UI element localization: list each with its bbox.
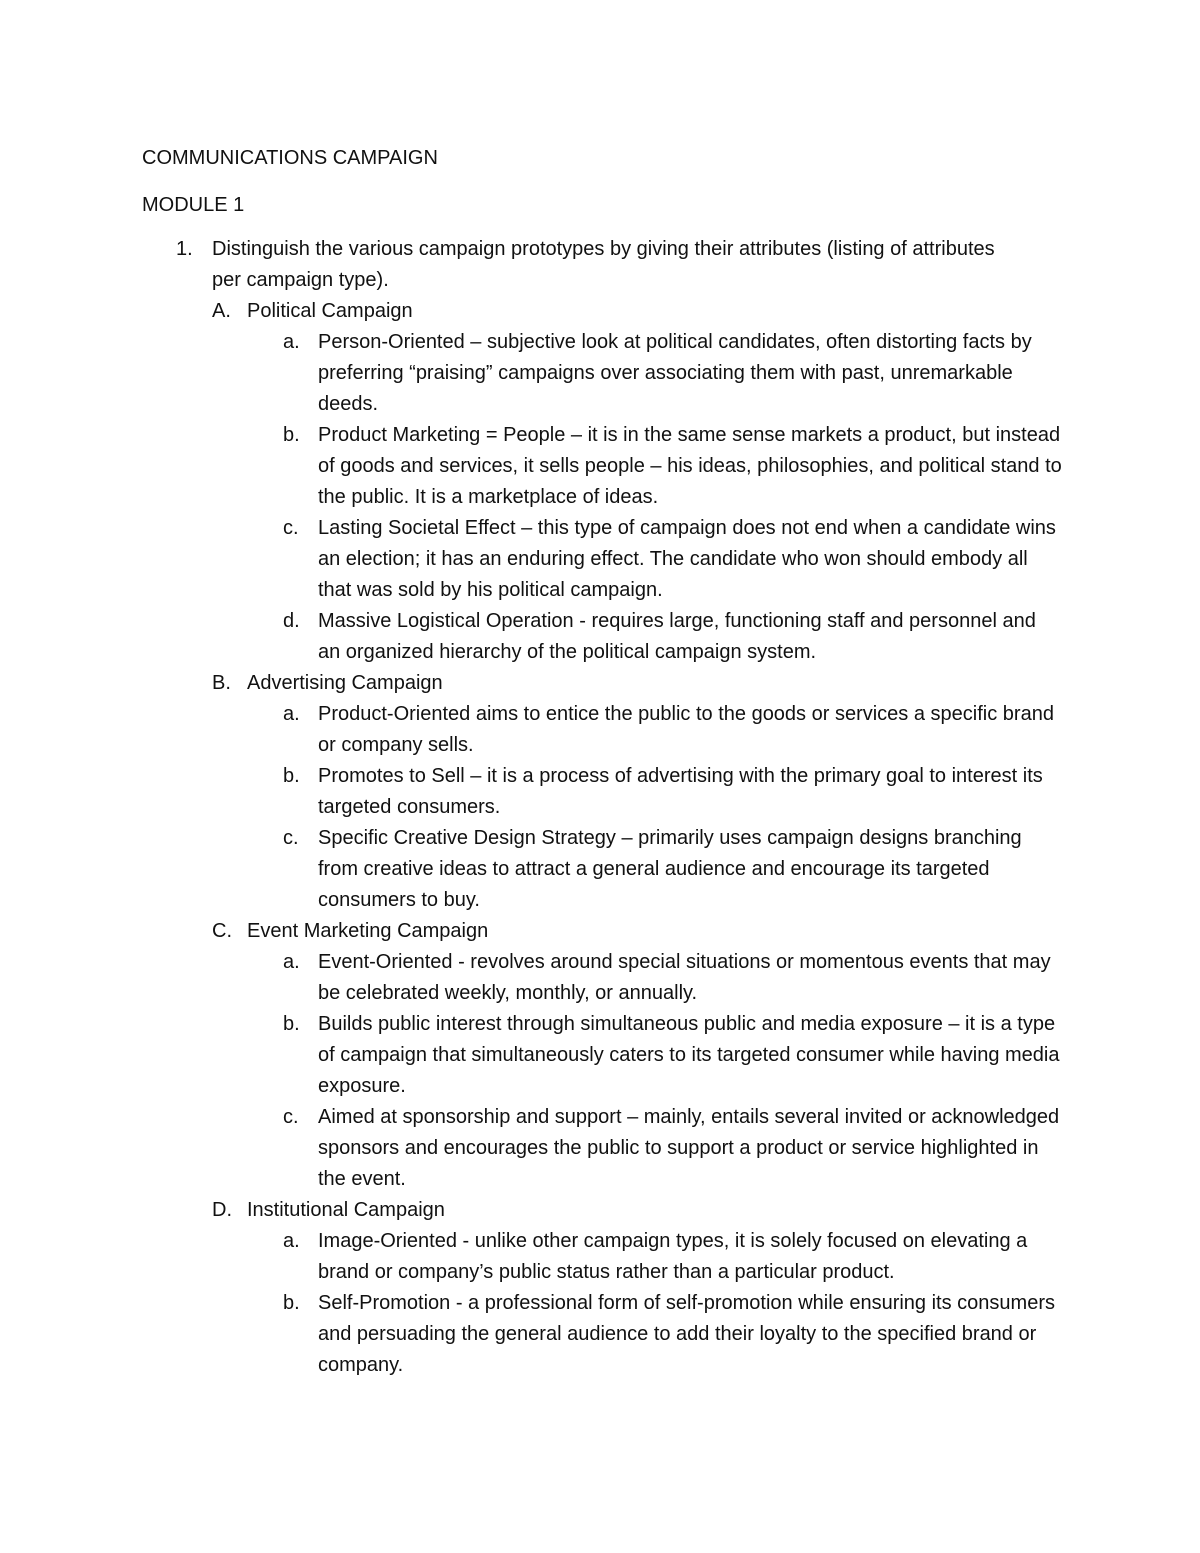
item-marker: d. [283,610,300,632]
section-letter: A. [212,300,231,322]
section-title: Event Marketing Campaign [247,920,489,942]
item-text: Aimed at sponsorship and support – mainly, entails several invited or acknowledged sponsors and encourages the public to support a product or service highlighted in the event. [318,1106,1060,1190]
item-text: Product-Oriented aims to entice the public to the goods or services a specific brand or company sells. [318,703,1054,756]
section-letter: D. [212,1199,232,1221]
section-heading [0,668,1200,699]
section-heading [0,916,1200,947]
question-text: Distinguish the various campaign prototypes by giving their attributes (listing of attributes per campaign type). [212,238,995,291]
section-letter: C. [212,920,232,942]
module-heading: MODULE 1 [142,194,245,216]
document-title: COMMUNICATIONS CAMPAIGN [142,147,438,169]
list-item [0,1102,1200,1195]
section-title: Institutional Campaign [247,1199,445,1221]
section-heading [0,296,1200,327]
item-marker: a. [283,1230,300,1252]
item-text: Specific Creative Design Strategy – primarily uses campaign designs branching from creative ideas to attract a general audience and encourage its targeted consumers to buy. [318,827,1022,911]
list-item [0,1288,1200,1381]
list-item [0,823,1200,916]
item-text: Person-Oriented – subjective look at political candidates, often distorting facts by preferring “praising” campaigns over associating them with past, unremarkable deeds. [318,331,1032,415]
question-list [0,234,1200,1381]
item-marker: c. [283,1106,299,1128]
section-title: Political Campaign [247,300,413,322]
item-text: Image-Oriented - unlike other campaign types, it is solely focused on elevating a brand or company’s public status rather than a particular product. [318,1230,1028,1283]
list-item [0,513,1200,606]
question-item [0,234,1200,296]
item-text: Promotes to Sell – it is a process of advertising with the primary goal to interest its targeted consumers. [318,765,1043,818]
list-item [0,761,1200,823]
item-text: Product Marketing = People – it is in the same sense markets a product, but instead of goods and services, it sells people – his ideas, philosophies, and political stand to the public. It is a marketplace of ideas. [318,424,1062,508]
section-letter: B. [212,672,231,694]
item-marker: c. [283,517,299,539]
item-text: Builds public interest through simultaneous public and media exposure – it is a type of campaign that simultaneously caters to its targeted consumer while having media exposure. [318,1013,1060,1097]
section-heading [0,1195,1200,1226]
item-text: Self-Promotion - a professional form of self-promotion while ensuring its consumers and persuading the general audience to add their loyalty to the specified brand or company. [318,1292,1055,1376]
list-item [0,1226,1200,1288]
item-marker: b. [283,1292,300,1314]
item-text: Lasting Societal Effect – this type of campaign does not end when a candidate wins an election; it has an enduring effect. The candidate who won should embody all that was sold by his political campaign. [318,517,1056,601]
item-marker: a. [283,331,300,353]
list-item [0,699,1200,761]
item-marker: c. [283,827,299,849]
list-item [0,606,1200,668]
item-marker: a. [283,703,300,725]
item-marker: b. [283,765,300,787]
item-text: Event-Oriented - revolves around special situations or momentous events that may be celebrated weekly, monthly, or annually. [318,951,1051,1004]
list-item [0,327,1200,420]
item-marker: a. [283,951,300,973]
list-item [0,1009,1200,1102]
item-marker: b. [283,1013,300,1035]
item-text: Massive Logistical Operation - requires large, functioning staff and personnel and an organized hierarchy of the political campaign system. [318,610,1036,663]
item-marker: b. [283,424,300,446]
list-item [0,947,1200,1009]
section-title: Advertising Campaign [247,672,443,694]
question-number: 1. [176,238,193,260]
list-item [0,420,1200,513]
